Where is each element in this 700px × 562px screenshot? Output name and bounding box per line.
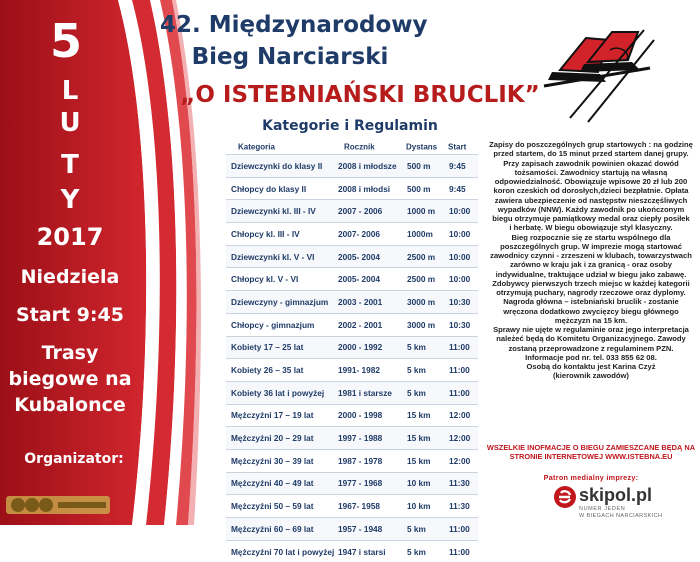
- table-row: [226, 404, 478, 427]
- category-cell: Dziewczyny - gimnazjum: [231, 296, 329, 307]
- website-notice: [486, 443, 696, 462]
- regulations-line: Przy zapisach zawodnik powinien okazać dowód: [503, 158, 679, 168]
- table-row: [226, 245, 478, 268]
- regulations-line: Nagroda główna – istebniański bruclik - zostanie: [503, 297, 679, 307]
- regulations-line: poszczególnych grup. W imprezie mogą startować: [500, 241, 682, 251]
- table-row: [226, 222, 478, 245]
- year-cell: 1997 - 1988: [338, 433, 383, 444]
- regulations-line: i herbatę. W biegu obowiązuje styl klasyczny.: [509, 223, 673, 233]
- table-row: [226, 540, 478, 562]
- table-row: [226, 336, 478, 359]
- year-cell: 2000 - 1998: [338, 410, 383, 421]
- year-cell: 1991- 1982: [338, 365, 380, 376]
- regulations-line: mężczyzn na 15 km.: [554, 315, 628, 325]
- page-title-line2: Bieg Narciarski: [191, 44, 389, 70]
- table-row: [226, 313, 478, 336]
- year-cell: 1987 - 1978: [338, 455, 383, 466]
- regulations-line: Bieg rozpocznie się ze startu wspólnego dla: [511, 232, 671, 242]
- organizer-label: Organizator:: [24, 451, 124, 467]
- ski-boots-icon: [540, 10, 660, 125]
- start-cell: 10:00: [449, 274, 471, 285]
- start-cell: 11:00: [449, 365, 470, 376]
- website-notice-line: STRONIE INTERNETOWEJ WWW.ISTEBNA.EU: [509, 452, 673, 462]
- regulations-line: Zdobywcy pierwszych trzech miejsc w każdej kategorii: [492, 278, 690, 288]
- table-row: [226, 472, 478, 495]
- header-distance: Dystans: [406, 142, 438, 152]
- category-cell: Mężczyźni 40 – 49 lat: [231, 478, 314, 489]
- distance-cell: 15 km: [407, 410, 431, 421]
- category-cell: Chłopcy do klasy II: [231, 183, 307, 194]
- year-cell: 1981 i starsze: [338, 387, 392, 398]
- regulations-line: wypadków (NNW). Każdy zawodnik po ukończonym: [497, 204, 685, 214]
- table-row: [226, 177, 478, 200]
- distance-cell: 2500 m: [407, 251, 436, 262]
- start-cell: 11:00: [449, 342, 470, 353]
- page-title-line3: „O ISTEBNIAŃSKI BRUCLIK”: [180, 82, 540, 108]
- year-cell: 2005- 2004: [338, 274, 380, 285]
- regulations-line: zawodnicy czynni - zrzeszeni w klubach, towarzystwach: [490, 251, 692, 260]
- start-cell: 10:30: [449, 296, 471, 307]
- category-cell: Chłopcy kl. III - IV: [231, 228, 300, 239]
- weekday: Niedziela: [20, 266, 120, 288]
- header-start: Start: [448, 142, 467, 152]
- distance-cell: 1000 m: [407, 206, 436, 217]
- year-cell: 1967- 1958: [338, 501, 380, 512]
- table-row: [226, 517, 478, 540]
- start-cell: 12:00: [449, 433, 471, 444]
- distance-cell: 3000 m: [407, 296, 436, 307]
- distance-cell: 5 km: [407, 342, 426, 353]
- distance-cell: 10 km: [407, 478, 431, 489]
- category-cell: Mężczyźni 70 lat i powyżej: [231, 546, 335, 557]
- year-cell: 2003 - 2001: [338, 296, 383, 307]
- month-letter: L: [61, 76, 79, 106]
- year-cell: 1977 - 1968: [338, 478, 383, 489]
- category-cell: Chłopcy - gimnazjum: [231, 319, 315, 330]
- category-cell: Dziewczynki kl. V - VI: [231, 251, 315, 262]
- category-cell: Mężczyźni 17 – 19 lat: [231, 410, 314, 421]
- skipol-tagline1: NUMER JEDEN: [579, 506, 626, 512]
- website-notice-line: WSZELKIE INOFMACJE O BIEGU ZAMIESZCANE BĘDĄ NA: [486, 443, 696, 452]
- start-cell: 11:30: [449, 501, 470, 512]
- start-cell: 9:45: [449, 160, 466, 171]
- table-row: [226, 199, 478, 222]
- media-patron-label: Patron medialny imprezy:: [543, 473, 639, 482]
- table-body: [226, 154, 478, 562]
- venue-line: Kubalonce: [14, 394, 126, 416]
- start-cell: 12:00: [449, 455, 471, 466]
- category-cell: Chłopcy kl. V - VI: [231, 274, 299, 285]
- regulations-line: indywidualne, traktujące udział w biegu jako zabawę.: [495, 269, 687, 279]
- skipol-tagline2: W BIEGACH NARCIARSKICH: [579, 513, 663, 519]
- distance-cell: 500 m: [407, 160, 431, 171]
- start-time: Start 9:45: [16, 304, 124, 326]
- category-cell: Mężczyźni 50 – 59 lat: [231, 501, 314, 512]
- year-cell: 2008 i młodsi: [338, 183, 391, 194]
- regulations-line: Sprawy nie ujęte w regulaminie oraz jego interpretacja: [493, 325, 689, 334]
- category-cell: Kobiety 36 lat i powyżej: [231, 387, 325, 398]
- distance-cell: 5 km: [407, 523, 426, 534]
- regulations-line: koron czeskich od dorosłych,dzieci bezpłatnie. Opłata: [493, 186, 689, 196]
- header-year: Rocznik: [344, 142, 375, 152]
- regulations-line: zarówno w kraju jak i za granicą - oraz osoby: [509, 260, 673, 270]
- header-category: Kategoria: [238, 142, 275, 152]
- month-letter: T: [61, 150, 79, 180]
- table-row: [226, 381, 478, 404]
- skipol-e-icon: [553, 485, 577, 509]
- skipol-name: skipol.pl: [579, 485, 653, 505]
- year-cell: 2008 i młodsze: [338, 160, 397, 171]
- distance-cell: 2500 m: [407, 274, 436, 285]
- distance-cell: 5 km: [407, 365, 426, 376]
- table-row: [226, 358, 478, 381]
- categories-table: [226, 140, 478, 562]
- start-cell: 9:45: [449, 183, 466, 194]
- category-cell: Mężczyźni 20 – 29 lat: [231, 433, 314, 444]
- regulations-line: (kierownik zawodów): [553, 371, 629, 381]
- table-row: [226, 290, 478, 313]
- venue-line: biegowe na: [8, 368, 132, 390]
- date-day: 5: [49, 14, 82, 68]
- year: 2017: [36, 223, 104, 251]
- year-cell: 1957 - 1948: [338, 523, 383, 534]
- regulations-line: zostaną przeprowadzone z regulaminem PZN.: [508, 343, 674, 353]
- distance-cell: 3000 m: [407, 319, 436, 330]
- distance-cell: 5 km: [407, 387, 426, 398]
- regulations-line: otrzymują puchary, nagrody rzeczowe oraz dyplomy.: [496, 288, 686, 297]
- table-row: [226, 267, 478, 290]
- start-cell: 11:30: [449, 478, 470, 489]
- regulations-line: odpowiedzialność. Obowiązuje wpisowe 20 zł lub 200: [494, 177, 688, 186]
- table-row: [226, 154, 478, 177]
- month-letter: U: [59, 108, 81, 138]
- page-title-line1: 42. Międzynarodowy: [160, 12, 428, 38]
- year-cell: 2007 - 2006: [338, 206, 383, 217]
- regulations-line: Zapisy do poszczególnych grup startowych : na godzinę: [489, 140, 693, 149]
- regulations-line: biegu otrzymuje pamiątkowy medal oraz ciepły posiłek: [492, 214, 690, 223]
- regulations-line: zawiera ubezpieczenie od następstw nieszczęśliwych: [494, 195, 688, 205]
- regulations-line: przed startem, do 15 minut przed startem danej grupy.: [493, 149, 689, 159]
- start-cell: 10:00: [449, 228, 471, 239]
- distance-cell: 500 m: [407, 183, 431, 194]
- regulations-line: należeć będą do Komitetu Organizacyjnego. Zawody: [496, 334, 686, 344]
- start-cell: 12:00: [449, 410, 471, 421]
- regulations-line: wręczona dodatkowo zwycięzcy biegu głównego: [503, 306, 679, 316]
- start-cell: 10:30: [449, 319, 471, 330]
- regulations-line: Informacje pod nr. tel. 033 855 62 08.: [525, 352, 657, 362]
- year-cell: 2000 - 1992: [338, 342, 383, 353]
- media-patron-logo: [553, 485, 663, 521]
- year-cell: 1947 i starsi: [338, 546, 386, 557]
- table-row: [226, 449, 478, 472]
- year-cell: 2002 - 2001: [338, 319, 383, 330]
- category-cell: Mężczyźni 60 – 69 lat: [231, 523, 314, 534]
- distance-cell: 1000m: [407, 228, 433, 239]
- table-row: [226, 426, 478, 449]
- category-cell: Mężczyźni 30 – 39 lat: [231, 455, 314, 466]
- start-cell: 11:00: [449, 546, 470, 557]
- start-cell: 10:00: [449, 251, 471, 262]
- start-cell: 10:00: [449, 206, 471, 217]
- table-row: [226, 494, 478, 517]
- distance-cell: 5 km: [407, 546, 426, 557]
- section-subtitle: Kategorie i Regulamin: [262, 118, 438, 134]
- distance-cell: 15 km: [407, 455, 431, 466]
- year-cell: 2005- 2004: [338, 251, 380, 262]
- venue-line: Trasy: [41, 342, 99, 364]
- organizer-logo: [6, 492, 116, 518]
- regulations-line: Osobą do kontaktu jest Karina Czyż: [526, 362, 656, 371]
- start-cell: 11:00: [449, 387, 470, 398]
- year-cell: 2007- 2006: [338, 228, 380, 239]
- distance-cell: 10 km: [407, 501, 431, 512]
- category-cell: Kobiety 17 – 25 lat: [231, 342, 304, 353]
- start-cell: 11:00: [449, 523, 470, 534]
- table-header: [226, 140, 478, 154]
- month-letter: Y: [60, 185, 80, 215]
- regulations-text: [486, 140, 696, 381]
- category-cell: Dziewczynki kl. III - IV: [231, 206, 316, 217]
- regulations-line: tożsamości. Zawodnicy startują na własną: [514, 167, 668, 177]
- distance-cell: 15 km: [407, 433, 431, 444]
- category-cell: Kobiety 26 – 35 lat: [231, 365, 304, 376]
- category-cell: Dziewczynki do klasy II: [231, 160, 323, 171]
